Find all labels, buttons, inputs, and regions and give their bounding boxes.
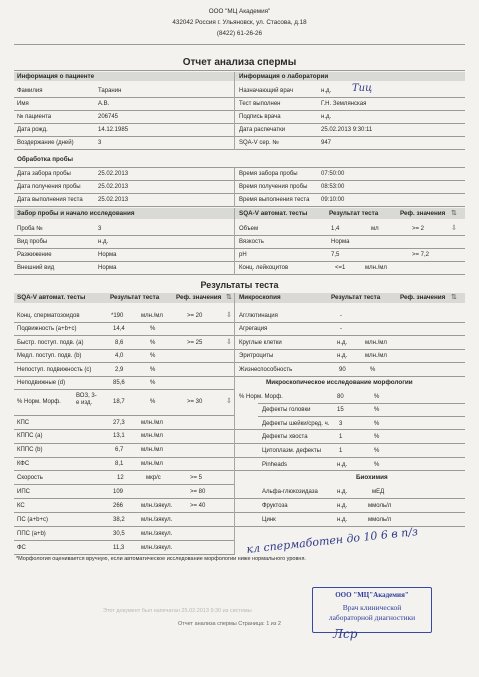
lab-label: Тест выполнен	[239, 101, 281, 107]
processing-value: 25.02.2013	[98, 171, 129, 177]
morph-label: Дефекты головки	[262, 407, 311, 413]
lab-info-title: Информация о лаборатории	[239, 73, 329, 80]
micro-label: Агрегация	[239, 326, 268, 332]
result-unit: млн./мл	[141, 433, 163, 439]
report-title: Отчет анализа спермы	[182, 57, 297, 68]
result-value: 8,6	[115, 340, 124, 346]
morph-label: Дефекты хвоста	[262, 434, 308, 440]
result-value: 12	[117, 475, 124, 481]
down-arrow-icon: ⇩	[226, 398, 232, 405]
result-value: 11,3	[113, 545, 125, 551]
result-unit: мкр/с	[146, 475, 161, 481]
result-label: Непоступ. подвижность (с)	[17, 367, 92, 373]
morph-value: 3	[339, 421, 343, 427]
result-unit: млн./мл	[141, 461, 163, 467]
result-value: 38,2	[113, 517, 125, 523]
bio-value: н.д.	[337, 517, 348, 523]
morph-value: 80	[337, 394, 344, 400]
result-unit: %	[150, 380, 156, 386]
sampling-value: Норма	[331, 239, 350, 245]
stamp-line-3: лабораторной диагностики	[328, 613, 416, 622]
result-unit: млн./мл	[141, 420, 163, 426]
result-label: Конц. сперматозоидов	[17, 313, 80, 319]
col-micro-ref: Реф. значения	[400, 294, 446, 301]
morph-unit: %	[374, 462, 380, 468]
result-unit: %	[150, 353, 156, 359]
morph-label: Цитоплазм. дефекты	[262, 448, 321, 454]
morph-unit: %	[374, 448, 380, 454]
sort-arrows-icon: ⇅	[451, 294, 457, 301]
col-result: Результат теста	[110, 294, 160, 301]
micro-value: -	[340, 326, 342, 332]
col-ref: Реф. значения	[176, 294, 222, 301]
signature: Лср	[333, 627, 358, 641]
stamp-line-1: ООО "МЦ"Академия"	[335, 591, 409, 599]
down-arrow-icon: ⇩	[451, 225, 457, 232]
lab-label: Подпись врача	[239, 114, 281, 120]
result-unit: %	[150, 367, 156, 373]
result-label: Скорость	[17, 475, 43, 481]
bio-unit: мЕД	[372, 489, 385, 495]
sampling-label: Вид пробы	[17, 239, 48, 245]
morph-label: % Норм. Морф.	[239, 394, 283, 400]
result-unit: млн./эякул.	[141, 503, 173, 509]
result-value: 2,9	[115, 367, 124, 373]
morph-value: н.д.	[337, 462, 348, 468]
lab-label: Назначающий врач	[239, 88, 293, 94]
bio-unit: ммоль/л	[368, 517, 392, 523]
result-unit: млн./мл	[141, 447, 163, 453]
patient-label: Воздержание (дней)	[17, 140, 74, 146]
result-unit: млн./эякул.	[141, 545, 173, 551]
morph-value: 1	[339, 434, 343, 440]
micro-value: 90	[339, 367, 346, 373]
result-label: Быстр. поступ. подв. (а)	[17, 340, 84, 346]
result-value: 8,1	[115, 461, 124, 467]
sampling-value: 7,5	[331, 252, 340, 258]
sampling-unit: мл	[371, 226, 379, 232]
result-value: *190	[111, 313, 124, 319]
morph-unit: %	[374, 394, 380, 400]
morph-label: Дефекты шейки/сред. ч.	[262, 421, 330, 427]
processing-value: 08:53:00	[321, 184, 345, 190]
micro-label: Агглютинация	[239, 313, 278, 319]
bio-label: Цинк	[262, 517, 276, 523]
result-unit: млн./мл	[141, 313, 163, 319]
lab-value: 25.02.2013 9:30:11	[321, 127, 373, 133]
processing-label: Время забора пробы	[239, 171, 298, 177]
result-ref: >= 20	[187, 313, 203, 319]
result-value: 266	[113, 503, 124, 509]
col-micro: Микроскопия	[239, 294, 281, 301]
result-label: КППС (b)	[17, 447, 43, 453]
sampling-value: 3	[98, 226, 102, 232]
org-address: 432042 Россия г. Ульяновск, ул. Стасова, д.18	[172, 19, 307, 26]
result-ref: >= 30	[187, 399, 203, 405]
footnote: *Морфология оценивается вручную, если автоматическое исследование морфологии ниже нормального уровня.	[16, 556, 306, 562]
morph-title: Микроскопическое исследование морфологии	[266, 379, 413, 386]
result-unit: млн./эякул.	[141, 517, 173, 523]
micro-label: Эритроциты	[239, 353, 274, 359]
lab-label: SQA-V сер. №	[239, 140, 279, 146]
result-unit: %	[150, 326, 156, 332]
patient-label: № пациента	[17, 114, 52, 120]
patient-value: 206745	[98, 114, 119, 120]
sampling-title: Забор пробы и начало исследования	[17, 210, 135, 217]
sampling-ref: >= 2	[412, 226, 425, 232]
result-value: 85,6	[113, 380, 125, 386]
processing-value: 25.02.2013	[98, 184, 129, 190]
processing-value: 09:10:00	[321, 197, 345, 203]
bio-unit: ммоль/л	[368, 503, 392, 509]
sampling-value: <=1	[335, 265, 346, 271]
processing-value: 07:50:00	[321, 171, 345, 177]
patient-label: Фамилия	[17, 88, 43, 94]
sort-arrows-icon: ⇅	[451, 210, 457, 217]
col-micro-result: Результат теста	[331, 294, 381, 301]
sampling-label: Вязкость	[239, 239, 264, 245]
bio-label: Альфа-глюкозидаза	[262, 489, 318, 495]
processing-label: Дата выполнения теста	[17, 197, 83, 203]
lab-value: н.д.	[321, 114, 332, 120]
processing-label: Время выполнения теста	[239, 197, 310, 203]
morph-unit: %	[374, 407, 380, 413]
result-label: Медл. поступ. подв. (b)	[17, 353, 82, 359]
result-label: ПС (а+b+с)	[17, 517, 48, 523]
morph-unit: %	[374, 421, 380, 427]
sampling-label: Конц. лейкоцитов	[239, 265, 289, 271]
morph-value: 15	[337, 407, 344, 413]
sampling-result-title: Результат теста	[329, 210, 379, 217]
result-value: 18,7	[113, 399, 125, 405]
sampling-value: Норма	[98, 265, 117, 271]
result-label: КПС	[17, 420, 30, 426]
micro-unit: млн./мл	[365, 353, 387, 359]
sampling-sqav-title: SQA-V автомат. тесты	[239, 210, 308, 217]
lab-value: н.д.	[321, 88, 332, 94]
lab-label: Дата распечатки	[239, 127, 286, 133]
result-unit: %	[150, 399, 156, 405]
sampling-unit: млн./мл	[365, 265, 387, 271]
lab-stamp	[312, 587, 432, 633]
result-label: ИПС	[17, 489, 30, 495]
result-ref: >= 40	[190, 503, 206, 509]
result-label: КППС (а)	[17, 433, 43, 439]
sampling-ref-title: Реф. значения	[400, 210, 446, 217]
footer-printed: Этот документ был напечатан 25.02.2013 9:30 из системы	[103, 608, 252, 614]
micro-label: Круглые клетки	[239, 340, 282, 346]
result-value: 13,1	[113, 433, 125, 439]
bio-title: Биохимия	[356, 474, 388, 481]
sampling-label: Объем	[239, 226, 259, 232]
result-unit: млн./эякул.	[141, 531, 173, 537]
patient-value: А.В.	[98, 101, 110, 107]
result-label: ППС (а+b)	[17, 531, 46, 537]
morph-value: 1	[339, 448, 343, 454]
stamp-line-2: Врач клинической	[342, 603, 402, 612]
col-sqav: SQA-V автомат. тесты	[17, 294, 86, 301]
result-label: КС	[17, 503, 25, 509]
micro-label: Жизнеспособность	[239, 367, 293, 373]
patient-value: 3	[98, 140, 102, 146]
processing-title: Обработка пробы	[17, 156, 73, 163]
patient-value: Таранин	[98, 88, 122, 94]
bio-value: н.д.	[337, 489, 348, 495]
micro-unit: %	[370, 367, 376, 373]
result-label: КФС	[17, 461, 30, 467]
micro-value: н.д.	[337, 353, 348, 359]
lab-value: 947	[321, 140, 332, 146]
processing-value: 25.02.2013	[98, 197, 129, 203]
result-label: Неподвижные (d)	[17, 380, 66, 386]
results-title: Результаты теста	[200, 280, 279, 290]
patient-label: Дата рожд.	[17, 127, 48, 133]
sampling-value: н.д.	[98, 239, 109, 245]
processing-label: Дата забора пробы	[17, 171, 71, 177]
micro-value: н.д.	[337, 340, 348, 346]
result-label: Подвижность (а+b+с)	[17, 326, 77, 332]
lab-value: Г.Н. Землянская	[321, 101, 367, 107]
patient-label: Имя	[17, 101, 29, 107]
processing-label: Дата получения пробы	[17, 184, 81, 190]
bio-value: н.д.	[337, 503, 348, 509]
org-phone: (8422) 61-26-26	[216, 30, 263, 37]
patient-value: 14.12.1985	[98, 127, 129, 133]
sampling-ref: >= 7,2	[412, 252, 430, 258]
result-ref: >= 5	[190, 475, 203, 481]
sampling-value: Норма	[98, 252, 117, 258]
sampling-label: pH	[239, 252, 247, 258]
down-arrow-icon: ⇩	[226, 312, 232, 319]
result-label: % Норм. Морф.	[17, 399, 61, 405]
handwritten-note: кл спермаботен до 10 6 в п/з	[245, 525, 419, 556]
result-value: 4,0	[115, 353, 124, 359]
result-value: 6,7	[115, 447, 124, 453]
result-value: 30,5	[113, 531, 125, 537]
sampling-value: 1,4	[331, 226, 340, 232]
patient-info-title: Информация о пациенте	[17, 73, 95, 80]
bio-label: Фруктоза	[262, 503, 288, 509]
result-sublabel: ВОЗ, 3-е изд.	[76, 393, 97, 407]
org-name: ООО "МЦ Академия"	[208, 8, 271, 15]
result-value: 109	[113, 489, 124, 495]
micro-value: -	[340, 313, 342, 319]
result-ref: >= 25	[187, 340, 203, 346]
micro-unit: млн./мл	[365, 340, 387, 346]
result-unit: %	[150, 340, 156, 346]
result-label: ФС	[17, 545, 26, 551]
sampling-label: Внешний вид	[17, 265, 55, 271]
sampling-label: Разжижение	[17, 252, 52, 258]
processing-label: Время получения пробы	[239, 184, 308, 190]
morph-label: Pinheads	[262, 462, 288, 468]
result-value: 27,3	[113, 420, 125, 426]
footer-page: Отчет анализа спермы Страница: 1 из 2	[178, 621, 281, 627]
sampling-label: Проба №	[17, 226, 43, 232]
morph-unit: %	[374, 434, 380, 440]
down-arrow-icon: ⇩	[226, 339, 232, 346]
sort-arrows-icon: ⇅	[226, 294, 232, 301]
result-value: 14,4	[113, 326, 125, 332]
handwritten-initials: Тиц	[352, 83, 373, 94]
result-ref: >= 80	[190, 489, 206, 495]
